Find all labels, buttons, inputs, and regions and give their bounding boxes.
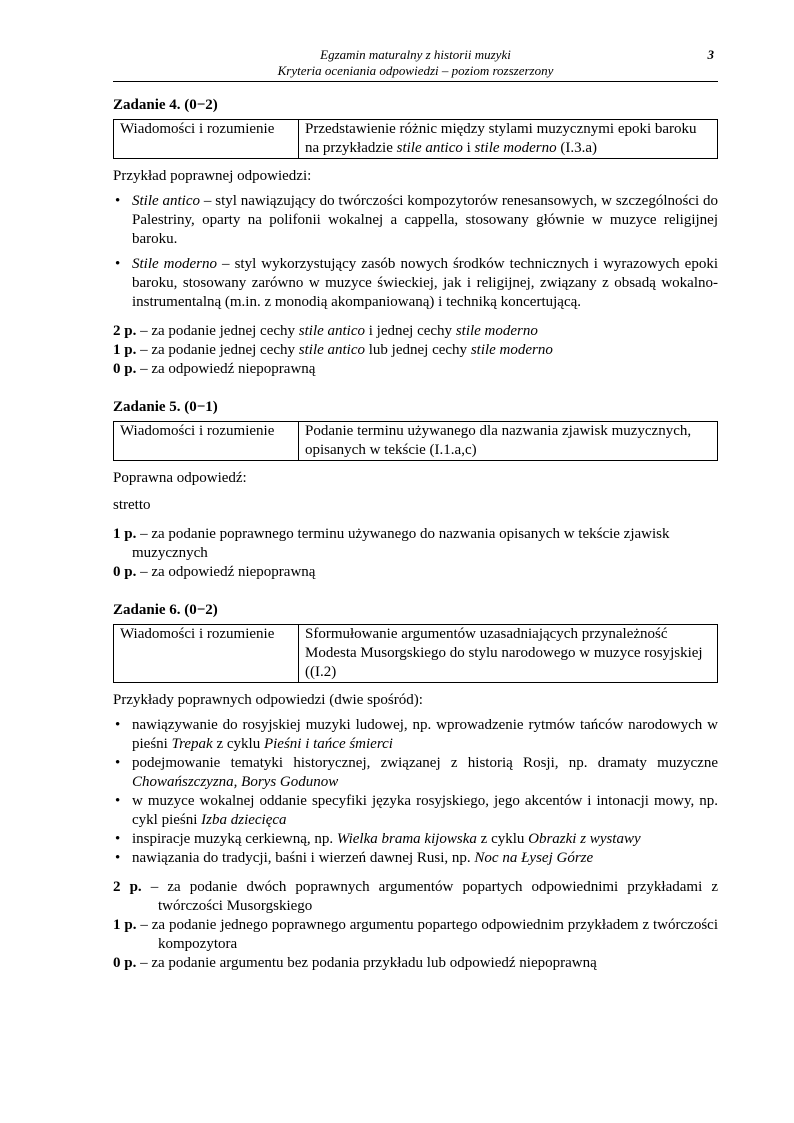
score-line: 2 p. – za podanie dwóch poprawnych argumentów popartych odpowiednimi przykładami z twórczości Musorgskiego bbox=[113, 879, 719, 914]
task5-title: Zadanie 5. (0−1) bbox=[113, 399, 218, 415]
task6-title: Zadanie 6. (0−2) bbox=[113, 602, 218, 618]
task4-criteria-description: Przedstawienie różnic między stylami muzycznymi epoki baroku na przykładzie stile antico i stile moderno (I.3.a) bbox=[299, 120, 718, 159]
exam-subtitle: Kryteria oceniania odpowiedzi – poziom rozszerzony bbox=[277, 63, 554, 78]
list-item: • nawiązania do tradycji, baśni i wierzeń dawnej Rusi, np. Noc na Łysej Górze bbox=[113, 849, 718, 868]
list-item: • inspiracje muzyką cerkiewną, np. Wielka brama kijowska z cyklu Obrazki z wystawy bbox=[113, 830, 718, 849]
page-content bbox=[113, 96, 718, 973]
task6-criteria-description: Sformułowanie argumentów uzasadniających przynależność Modesta Musorgskiego do stylu narodowego w muzyce rosyjskiej ((I.2) bbox=[299, 625, 718, 683]
task5-answer-label: Poprawna odpowiedź: bbox=[113, 470, 247, 486]
score-line: 1 p. – za podanie jednej cechy stile antico lub jednej cechy stile moderno bbox=[113, 342, 553, 358]
task6-example-label: Przykłady poprawnych odpowiedzi (dwie spośród): bbox=[113, 692, 423, 708]
task4-answer-list bbox=[113, 192, 718, 312]
score-line: 2 p. – za podanie jednej cechy stile antico i jednej cechy stile moderno bbox=[113, 323, 538, 339]
task4-criteria-table bbox=[113, 119, 718, 159]
score-line: 1 p. – za podanie poprawnego terminu używanego do nazwania opisanych w tekście zjawisk muzycznych bbox=[113, 526, 670, 561]
list-item: • Stile moderno – styl wykorzystujący zasób nowych środków technicznych i wyrazowych epoki baroku, stosowany zarówno w muzyce świeckiej, jak i religijnej, związany z obsadą wokalno-instrumentalną (m.in. z monodią akompaniowaną) i techniką koncertującą. bbox=[113, 255, 718, 312]
task4-example-label: Przykład poprawnej odpowiedzi: bbox=[113, 168, 312, 184]
score-line: 0 p. – za podanie argumentu bez podania przykładu lub odpowiedź niepoprawną bbox=[113, 955, 597, 971]
exam-title: Egzamin maturalny z historii muzyki bbox=[320, 47, 511, 62]
task6-scoring bbox=[113, 878, 718, 973]
task6-answer-list bbox=[113, 716, 718, 868]
list-item: • nawiązywanie do rosyjskiej muzyki ludowej, np. wprowadzenie rytmów tańców narodowych w pieśni Trepak z cyklu Pieśni i tańce śmierci bbox=[113, 716, 718, 754]
task6-criteria-category: Wiadomości i rozumienie bbox=[114, 625, 299, 683]
task4-criteria-category: Wiadomości i rozumienie bbox=[114, 120, 299, 159]
task4-title: Zadanie 4. (0−2) bbox=[113, 97, 218, 113]
task5-criteria-table bbox=[113, 421, 718, 461]
task4-scoring bbox=[113, 322, 718, 379]
score-line: 0 p. – za odpowiedź niepoprawną bbox=[113, 361, 316, 377]
score-line: 0 p. – za odpowiedź niepoprawną bbox=[113, 564, 316, 580]
list-item: • Stile antico – styl nawiązujący do twórczości kompozytorów renesansowych, w szczególności do Palestriny, oparty na polifonii wokalnej a cappella, stosowany głównie w muzyce religijnej baroku. bbox=[113, 192, 718, 249]
list-item: • w muzyce wokalnej oddanie specyfiki języka rosyjskiego, jego akcentów i intonacji mowy, np. cykl pieśni Izba dziecięca bbox=[113, 792, 718, 830]
page-number: 3 bbox=[707, 47, 714, 62]
page-header bbox=[113, 47, 718, 82]
task5-scoring bbox=[113, 525, 718, 582]
task5-answer: stretto bbox=[113, 497, 151, 513]
task5-criteria-description: Podanie terminu używanego dla nazwania zjawisk muzycznych, opisanych w tekście (I.1.a,c) bbox=[299, 422, 718, 461]
list-item: • podejmowanie tematyki historycznej, związanej z historią Rosji, np. dramaty muzyczne Chowańszczyzna, Borys Godunow bbox=[113, 754, 718, 792]
task5-criteria-category: Wiadomości i rozumienie bbox=[114, 422, 299, 461]
score-line: 1 p. – za podanie jednego poprawnego argumentu popartego odpowiednim przykładem z twórczości kompozytora bbox=[113, 917, 718, 952]
task6-criteria-table bbox=[113, 624, 718, 683]
